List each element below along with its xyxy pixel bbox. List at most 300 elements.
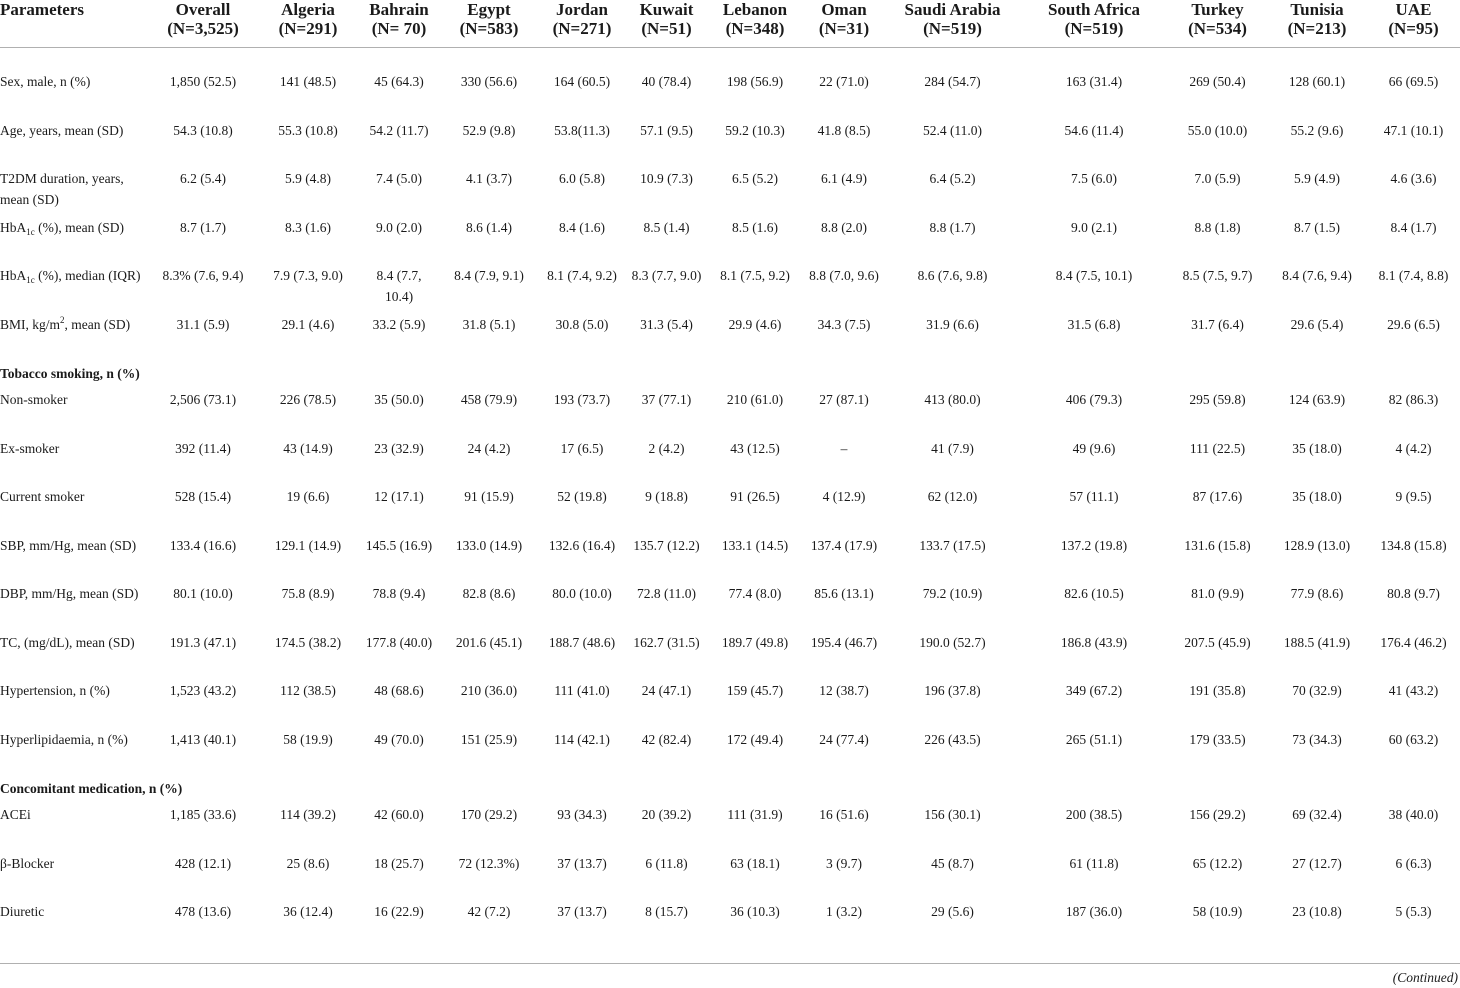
table-cell: 9 (9.5): [1395, 489, 1432, 504]
table-cell: 8.1 (7.4, 8.8): [1378, 268, 1449, 283]
table-cell: 82 (86.3): [1388, 392, 1439, 407]
column-header: [538, 0, 626, 47]
table-cell: 528 (15.4): [174, 489, 232, 504]
row-label: [0, 215, 148, 264]
table-cell: 62 (12.0): [927, 489, 978, 504]
table-cell: 58 (19.9): [283, 731, 333, 747]
table-cell: 428 (12.1): [174, 855, 232, 871]
table-cell: 45 (64.3): [374, 74, 424, 89]
table-cell: 54.2 (11.7): [369, 122, 429, 138]
table-cell: 413 (80.0): [924, 392, 981, 407]
table-cell: 6.1 (4.9): [820, 171, 868, 186]
column-count: (N=213): [1287, 19, 1347, 38]
table-cell: 330 (56.6): [460, 74, 518, 89]
table-cell: 29.6 (6.5): [1387, 316, 1440, 332]
table-body: [0, 47, 1460, 948]
table-cell: 43 (14.9): [283, 440, 333, 456]
table-cell: 59.2 (10.3): [725, 122, 785, 138]
table-cell: 36 (10.3): [730, 904, 780, 919]
row-label: Hyperlipidaemia, n (%): [0, 731, 128, 747]
table-cell: 8.1 (7.5, 9.2): [720, 268, 790, 283]
table-cell: 31.8 (5.1): [462, 316, 516, 332]
table-cell: 188.7 (48.6): [548, 634, 616, 650]
table-cell: 406 (79.3): [1065, 392, 1123, 407]
table-cell: 133.7 (17.5): [919, 537, 986, 553]
table-cell: 31.5 (6.8): [1067, 316, 1121, 332]
table-cell: 6.2 (5.4): [179, 171, 227, 186]
table-cell: 79.2 (10.9): [922, 586, 983, 601]
table-cell: 7.9 (7.3, 9.0): [273, 268, 343, 283]
row-label-text: (%), mean (SD): [34, 219, 124, 235]
table-cell: 8.5 (7.5, 9.7): [1182, 268, 1253, 283]
table-cell: 133.0 (14.9): [455, 537, 523, 553]
column-name: UAE: [1395, 0, 1432, 19]
table-cell: 1 (3.2): [826, 904, 862, 919]
column-count: (N=291): [278, 19, 338, 38]
table-cell: 80.1 (10.0): [173, 586, 233, 601]
table-row: [0, 118, 1460, 167]
table-row: [0, 581, 1460, 630]
table-cell: 78.8 (9.4): [372, 586, 426, 601]
table-cell: 269 (50.4): [1189, 74, 1246, 89]
table-cell: 162.7 (31.5): [633, 634, 700, 650]
table-cell: 4 (12.9): [822, 489, 866, 504]
table-cell: 47.1 (10.1): [1383, 122, 1444, 138]
table-cell: 128 (60.1): [1288, 74, 1346, 89]
table-cell: 82.8 (8.6): [462, 586, 516, 601]
table-row: [0, 166, 1460, 215]
table-cell: 129.1 (14.9): [274, 537, 342, 553]
table-cell: 8.8 (1.7): [929, 219, 976, 235]
row-label-superscript: 2: [60, 314, 65, 325]
section-heading-row: [0, 360, 1460, 387]
row-label: T2DM duration, years, mean (SD): [0, 171, 124, 207]
table-cell: 6 (11.8): [645, 855, 688, 871]
column-name: Bahrain: [369, 0, 429, 19]
table-cell: 8.4 (7.7, 10.4): [376, 268, 422, 304]
table-cell: 195.4 (46.7): [810, 634, 878, 650]
table-cell: 349 (67.2): [1065, 683, 1123, 698]
column-name: Turkey: [1191, 0, 1244, 19]
column-name: Oman: [821, 0, 867, 19]
table-cell: 27 (87.1): [819, 392, 869, 407]
table-cell: 38 (40.0): [1388, 807, 1439, 822]
table-cell: 131.6 (15.8): [1184, 537, 1251, 553]
table-cell: 189.7 (49.8): [721, 634, 789, 650]
table-cell: 188.5 (41.9): [1283, 634, 1351, 650]
table-row: [0, 484, 1460, 533]
table-cell: 36 (12.4): [283, 904, 333, 919]
table-cell: 41.8 (8.5): [817, 122, 871, 138]
table-row: [0, 802, 1460, 851]
table-cell: 8.6 (1.4): [465, 219, 513, 235]
table-cell: 207.5 (45.9): [1184, 634, 1251, 650]
table-cell: 22 (71.0): [819, 74, 869, 89]
table-cell: 43 (12.5): [730, 440, 780, 456]
table-cell: 52 (19.8): [557, 489, 607, 504]
row-label-text: (%), median (IQR): [34, 268, 141, 283]
column-header-parameters: [0, 0, 148, 47]
column-header: [1020, 0, 1168, 47]
table-cell: 87 (17.6): [1192, 489, 1243, 504]
column-header: [1367, 0, 1460, 47]
table-cell: 187 (36.0): [1065, 904, 1123, 919]
table-cell: 191 (35.8): [1189, 683, 1246, 698]
row-label: β-Blocker: [0, 855, 55, 871]
table-cell: 41 (7.9): [931, 440, 974, 456]
row-label-subscript: 1c: [26, 226, 35, 237]
table-cell: 63 (18.1): [730, 855, 780, 871]
table-cell: 478 (13.6): [174, 904, 232, 919]
table-cell: 24 (47.1): [641, 683, 692, 698]
table-row: [0, 312, 1460, 361]
row-label-text: HbA: [0, 219, 27, 235]
table-cell: 145.5 (16.9): [365, 537, 433, 553]
column-count: (N=534): [1188, 19, 1247, 38]
column-header: [803, 0, 885, 47]
table-cell: 8.8 (7.0, 9.6): [809, 268, 879, 283]
table-cell: 8.8 (1.8): [1194, 219, 1241, 235]
table-cell: –: [840, 440, 848, 456]
table-cell: 191.3 (47.1): [169, 634, 237, 650]
table-cell: 75.8 (8.9): [281, 586, 335, 601]
column-count: (N=583): [459, 19, 519, 38]
section-heading-row: [0, 775, 1460, 802]
row-label-text: BMI, kg/m: [0, 316, 61, 332]
table-cell: 80.8 (9.7): [1387, 586, 1440, 601]
table-cell: 5.9 (4.8): [284, 171, 332, 186]
section-heading: Concomitant medication, n (%): [0, 781, 183, 796]
column-header: [1168, 0, 1267, 47]
table-cell: 48 (68.6): [374, 683, 424, 698]
table-cell: 2,506 (73.1): [169, 392, 237, 407]
table-cell: 5.9 (4.9): [1293, 171, 1341, 186]
table-cell: 134.8 (15.8): [1380, 537, 1447, 553]
column-count: (N=519): [923, 19, 982, 38]
table-cell: 25 (8.6): [286, 855, 330, 871]
table-cell: 91 (26.5): [730, 489, 780, 504]
table-cell: 8.7 (1.7): [179, 219, 227, 235]
row-label: Age, years, mean (SD): [0, 122, 124, 138]
table-cell: 55.2 (9.6): [1290, 122, 1344, 138]
table-cell: 295 (59.8): [1189, 392, 1246, 407]
column-count: (N=51): [641, 19, 692, 38]
table-cell: 179 (33.5): [1189, 731, 1246, 747]
table-cell: 190.0 (52.7): [919, 634, 986, 650]
column-header: [358, 0, 440, 47]
row-label: [0, 312, 148, 361]
column-name: Lebanon: [722, 0, 788, 19]
table-cell: 37 (13.7): [557, 904, 607, 919]
table-cell: 29.1 (4.6): [281, 316, 335, 332]
table-cell: 7.5 (6.0): [1070, 171, 1118, 186]
table-cell: 196 (37.8): [924, 683, 981, 698]
table-cell: 19 (6.6): [286, 489, 330, 504]
table-cell: 2 (4.2): [648, 440, 685, 456]
table-cell: 72.8 (11.0): [636, 586, 697, 601]
table-cell: 111 (41.0): [554, 683, 610, 698]
table-cell: 24 (4.2): [467, 440, 511, 456]
table-cell: 132.6 (16.4): [548, 537, 616, 553]
table-cell: 172 (49.4): [726, 731, 784, 747]
table-cell: 8.8 (2.0): [820, 219, 868, 235]
table-cell: 133.4 (16.6): [169, 537, 237, 553]
column-name: South Africa: [1047, 0, 1141, 19]
column-name: Egypt: [467, 0, 511, 19]
row-label: [0, 263, 148, 312]
table-cell: 392 (11.4): [175, 440, 231, 456]
table-cell: 57 (11.1): [1069, 489, 1119, 504]
table-cell: 9.0 (2.0): [375, 219, 423, 235]
table-cell: 177.8 (40.0): [365, 634, 433, 650]
table-cell: 137.2 (19.8): [1060, 537, 1128, 553]
table-cell: 31.9 (6.6): [926, 316, 979, 332]
table-cell: 42 (60.0): [374, 807, 424, 822]
table-cell: 18 (25.7): [374, 855, 424, 871]
row-label-subscript: 1c: [26, 275, 35, 285]
table-cell: 1,523 (43.2): [169, 683, 237, 698]
table-cell: 9.0 (2.1): [1070, 219, 1118, 235]
table-cell: 128.9 (13.0): [1283, 537, 1351, 553]
table-cell: 37 (77.1): [641, 392, 692, 407]
table-cell: 29.6 (5.4): [1290, 316, 1344, 332]
table-row: [0, 533, 1460, 582]
table-cell: 198 (56.9): [726, 74, 784, 89]
table-row: [0, 387, 1460, 436]
table-cell: 111 (22.5): [1189, 440, 1246, 456]
table-cell: 77.9 (8.6): [1290, 586, 1344, 601]
column-header: [440, 0, 538, 47]
table-cell: 8.4 (7.9, 9.1): [454, 268, 524, 283]
table-cell: 8.5 (1.4): [643, 219, 690, 235]
table-cell: 137.4 (17.9): [810, 537, 878, 553]
table-row: [0, 630, 1460, 679]
table-cell: 163 (31.4): [1065, 74, 1123, 89]
table-cell: 81.0 (9.9): [1191, 586, 1244, 601]
table-cell: 91 (15.9): [464, 489, 514, 504]
column-name: Saudi Arabia: [904, 0, 1001, 19]
table-cell: 20 (39.2): [641, 807, 692, 822]
table-cell: 8.6 (7.6, 9.8): [917, 268, 988, 283]
table-cell: 156 (29.2): [1189, 807, 1246, 822]
table-cell: 34.3 (7.5): [817, 316, 871, 332]
table-cell: 1,185 (33.6): [169, 807, 237, 822]
table-cell: 31.3 (5.4): [640, 316, 693, 332]
table-cell: 61 (11.8): [1069, 855, 1119, 871]
table-cell: 114 (39.2): [280, 807, 336, 822]
table-cell: 54.3 (10.8): [173, 122, 233, 138]
table-cell: 80.0 (10.0): [552, 586, 612, 601]
table-cell: 49 (9.6): [1072, 440, 1116, 456]
column-header: [1267, 0, 1367, 47]
table-cell: 193 (73.7): [553, 392, 611, 407]
table-cell: 8.3 (1.6): [284, 219, 332, 235]
column-name: Algeria: [281, 0, 335, 19]
table-cell: 3 (9.7): [826, 855, 862, 871]
table-cell: 12 (17.1): [374, 489, 424, 504]
table-cell: 112 (38.5): [280, 683, 336, 698]
table-cell: 186.8 (43.9): [1060, 634, 1128, 650]
table-cell: 60 (63.2): [1388, 731, 1439, 747]
table-cell: 45 (8.7): [931, 855, 974, 871]
table-cell: 8.4 (7.5, 10.1): [1055, 268, 1133, 283]
table-cell: 35 (50.0): [374, 392, 424, 407]
table-cell: 69 (32.4): [1292, 807, 1342, 822]
table-cell: 66 (69.5): [1388, 74, 1439, 89]
table-cell: 55.0 (10.0): [1187, 122, 1248, 138]
table-cell: 6 (6.3): [1395, 855, 1432, 871]
table-row: [0, 215, 1460, 264]
table-cell: 53.8(11.3): [554, 122, 610, 138]
table-cell: 8.4 (1.7): [1390, 219, 1437, 235]
table-cell: 201.6 (45.1): [455, 634, 523, 650]
column-count: (N=519): [1064, 19, 1124, 38]
column-count: (N=348): [725, 19, 785, 38]
table-cell: 133.1 (14.5): [721, 537, 789, 553]
table-cell: 16 (51.6): [819, 807, 869, 822]
row-label-text: HbA: [0, 268, 27, 283]
table-row: [0, 69, 1460, 118]
table-cell: 42 (82.4): [641, 731, 692, 747]
table-cell: 24 (77.4): [819, 731, 869, 747]
column-header: [707, 0, 803, 47]
table-cell: 8 (15.7): [645, 904, 688, 919]
table-cell: 176.4 (46.2): [1380, 634, 1447, 650]
header-gap-row: [0, 47, 1460, 69]
column-count: (N= 70): [371, 19, 427, 38]
table-cell: 164 (60.5): [553, 74, 611, 89]
column-name: Overall: [175, 0, 231, 19]
table-cell: 35 (18.0): [1292, 440, 1342, 456]
column-count: (N=271): [552, 19, 612, 38]
table-cell: 70 (32.9): [1292, 683, 1342, 698]
table-cell: 8.3 (7.7, 9.0): [631, 268, 702, 283]
table-cell: 29 (5.6): [931, 904, 974, 919]
row-label: SBP, mm/Hg, mean (SD): [0, 537, 137, 553]
table-cell: 55.3 (10.8): [278, 122, 338, 138]
column-count: (N=95): [1388, 19, 1439, 38]
row-label: Non-smoker: [0, 392, 68, 407]
table-cell: 159 (45.7): [726, 683, 784, 698]
table-row: [0, 436, 1460, 485]
table-cell: 156 (30.1): [924, 807, 981, 822]
table-cell: 8.4 (1.6): [558, 219, 606, 235]
table-cell: 4.6 (3.6): [1390, 171, 1437, 186]
table-cell: 23 (10.8): [1292, 904, 1342, 919]
table-cell: 31.1 (5.9): [176, 316, 230, 332]
table-cell: 6.4 (5.2): [929, 171, 976, 186]
table-cell: 33.2 (5.9): [372, 316, 426, 332]
table-cell: 93 (34.3): [557, 807, 607, 822]
row-label: Ex-smoker: [0, 440, 60, 456]
table-cell: 65 (12.2): [1192, 855, 1243, 871]
row-label: TC, (mg/dL), mean (SD): [0, 634, 135, 650]
row-label: Current smoker: [0, 489, 85, 504]
row-label: Diuretic: [0, 904, 45, 919]
table-cell: 52.9 (9.8): [462, 122, 516, 138]
row-label: DBP, mm/Hg, mean (SD): [0, 586, 139, 601]
table-cell: 73 (34.3): [1292, 731, 1342, 747]
table-row: [0, 263, 1460, 312]
table-cell: 31.7 (6.4): [1191, 316, 1244, 332]
row-label: Sex, male, n (%): [0, 74, 91, 89]
table-cell: 41 (43.2): [1388, 683, 1439, 698]
column-header: [885, 0, 1020, 47]
table-cell: 29.9 (4.6): [728, 316, 782, 332]
column-count: (N=31): [818, 19, 870, 38]
column-name: Jordan: [556, 0, 608, 19]
table-cell: 210 (36.0): [460, 683, 518, 698]
table-cell: 40 (78.4): [641, 74, 692, 89]
table-cell: 85.6 (13.1): [814, 586, 874, 601]
table-cell: 6.0 (5.8): [558, 171, 606, 186]
table-cell: 8.5 (1.6): [731, 219, 779, 235]
table-cell: 111 (31.9): [727, 807, 783, 822]
table-row: [0, 678, 1460, 727]
table-bottom-rule: [0, 963, 1460, 964]
table-cell: 12 (38.7): [819, 683, 869, 698]
column-header: [626, 0, 707, 47]
table-cell: 284 (54.7): [924, 74, 981, 89]
table-cell: 10.9 (7.3): [640, 171, 693, 186]
row-label: Hypertension, n (%): [0, 683, 110, 698]
table-cell: 265 (51.1): [1065, 731, 1123, 747]
table-cell: 16 (22.9): [374, 904, 424, 919]
table-cell: 77.4 (8.0): [728, 586, 782, 601]
section-heading: Tobacco smoking, n (%): [0, 366, 140, 381]
table-cell: 8.1 (7.4, 9.2): [547, 268, 617, 283]
table-cell: 42 (7.2): [467, 904, 511, 919]
table-cell: 1,413 (40.1): [169, 731, 237, 747]
table-cell: 17 (6.5): [560, 440, 604, 456]
column-count: (N=3,525): [167, 19, 239, 38]
table-cell: 27 (12.7): [1292, 855, 1342, 871]
table-cell: 8.3% (7.6, 9.4): [162, 268, 244, 283]
table-cell: 5 (5.3): [1395, 904, 1432, 919]
table-cell: 7.4 (5.0): [375, 171, 423, 186]
table-cell: 135.7 (12.2): [633, 537, 700, 553]
table-row: [0, 727, 1460, 776]
table-row: [0, 851, 1460, 900]
table-cell: 30.8 (5.0): [555, 316, 609, 332]
table-cell: 1,850 (52.5): [169, 74, 237, 89]
column-name: Kuwait: [639, 0, 694, 19]
column-header: [148, 0, 258, 47]
table-cell: 52.4 (11.0): [922, 122, 983, 138]
table-cell: 170 (29.2): [460, 807, 518, 822]
table-cell: 9 (18.8): [645, 489, 688, 504]
table-cell: 7.0 (5.9): [1194, 171, 1241, 186]
table-cell: 23 (32.9): [374, 440, 424, 456]
table-cell: 8.4 (7.6, 9.4): [1282, 268, 1352, 283]
column-header: [258, 0, 358, 47]
table-cell: 8.7 (1.5): [1293, 219, 1341, 235]
table-cell: 200 (38.5): [1065, 807, 1123, 822]
table-cell: 114 (42.1): [554, 731, 610, 747]
spacer: [0, 47, 1460, 69]
table-cell: 124 (63.9): [1288, 392, 1346, 407]
table-cell: 82.6 (10.5): [1064, 586, 1124, 601]
table-cell: 72 (12.3%): [458, 855, 520, 871]
table-cell: 210 (61.0): [726, 392, 784, 407]
table-cell: 458 (79.9): [460, 392, 518, 407]
table-cell: 54.6 (11.4): [1064, 122, 1124, 138]
table-cell: 226 (43.5): [924, 731, 981, 747]
table-cell: 57.1 (9.5): [640, 122, 693, 138]
column-name: Tunisia: [1290, 0, 1344, 19]
row-label: ACEi: [0, 807, 31, 822]
table-cell: 174.5 (38.2): [274, 634, 342, 650]
